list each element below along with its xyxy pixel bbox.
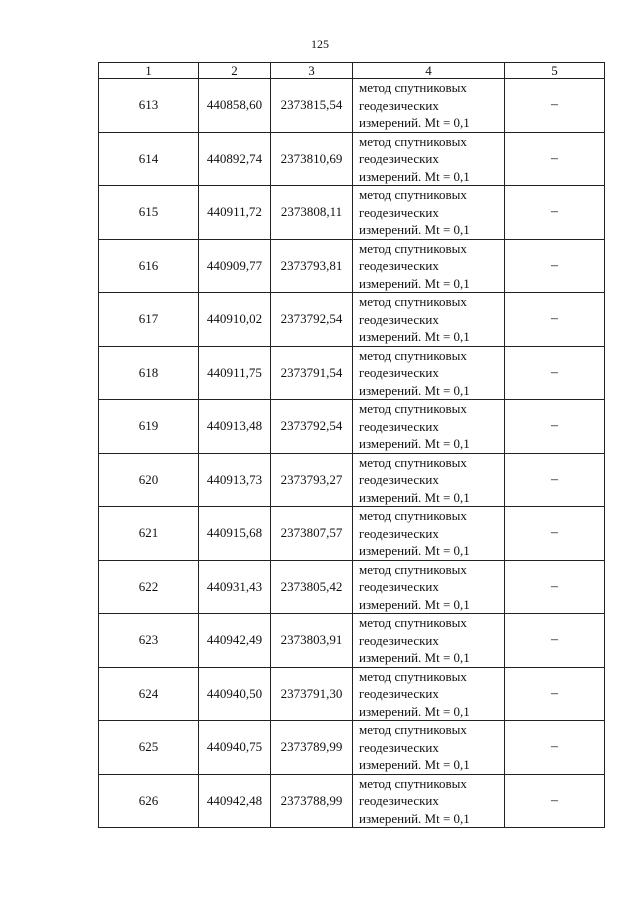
note-cell: – bbox=[505, 186, 605, 240]
coordinate-x-cell: 440942,48 bbox=[199, 774, 271, 828]
column-header-3: 3 bbox=[271, 63, 353, 79]
note-cell: – bbox=[505, 293, 605, 347]
coordinate-x-cell: 440931,43 bbox=[199, 560, 271, 614]
note-cell: – bbox=[505, 667, 605, 721]
coordinate-x-cell: 440911,72 bbox=[199, 186, 271, 240]
point-number-cell: 625 bbox=[99, 721, 199, 775]
note-cell: – bbox=[505, 79, 605, 133]
note-cell: – bbox=[505, 132, 605, 186]
coordinate-x-cell: 440915,68 bbox=[199, 507, 271, 561]
point-number-cell: 615 bbox=[99, 186, 199, 240]
table-body bbox=[99, 79, 605, 828]
method-cell: метод спутниковых геодезических измерений. Mt = 0,1 bbox=[353, 186, 505, 240]
note-cell: – bbox=[505, 400, 605, 454]
method-cell: метод спутниковых геодезических измерений. Mt = 0,1 bbox=[353, 346, 505, 400]
coordinate-y-cell: 2373788,99 bbox=[271, 774, 353, 828]
point-number-cell: 618 bbox=[99, 346, 199, 400]
column-header-5: 5 bbox=[505, 63, 605, 79]
point-number-cell: 622 bbox=[99, 560, 199, 614]
coordinate-x-cell: 440913,48 bbox=[199, 400, 271, 454]
coordinate-x-cell: 440942,49 bbox=[199, 614, 271, 668]
coordinate-x-cell: 440909,77 bbox=[199, 239, 271, 293]
method-cell: метод спутниковых геодезических измерений. Mt = 0,1 bbox=[353, 721, 505, 775]
point-number-cell: 617 bbox=[99, 293, 199, 347]
note-cell: – bbox=[505, 560, 605, 614]
point-number-cell: 619 bbox=[99, 400, 199, 454]
coordinates-table bbox=[98, 62, 605, 828]
column-header-1: 1 bbox=[99, 63, 199, 79]
table-row bbox=[99, 667, 605, 721]
coordinate-y-cell: 2373807,57 bbox=[271, 507, 353, 561]
note-cell: – bbox=[505, 453, 605, 507]
coordinate-x-cell: 440892,74 bbox=[199, 132, 271, 186]
table-row bbox=[99, 346, 605, 400]
coordinate-y-cell: 2373791,30 bbox=[271, 667, 353, 721]
table-row bbox=[99, 400, 605, 454]
coordinate-y-cell: 2373793,81 bbox=[271, 239, 353, 293]
point-number-cell: 626 bbox=[99, 774, 199, 828]
coordinate-x-cell: 440940,75 bbox=[199, 721, 271, 775]
coordinate-x-cell: 440911,75 bbox=[199, 346, 271, 400]
coordinate-y-cell: 2373792,54 bbox=[271, 400, 353, 454]
coordinate-y-cell: 2373791,54 bbox=[271, 346, 353, 400]
table-row bbox=[99, 774, 605, 828]
coordinate-y-cell: 2373793,27 bbox=[271, 453, 353, 507]
coordinate-y-cell: 2373810,69 bbox=[271, 132, 353, 186]
table-row bbox=[99, 507, 605, 561]
table-row bbox=[99, 560, 605, 614]
method-cell: метод спутниковых геодезических измерений. Mt = 0,1 bbox=[353, 132, 505, 186]
coordinate-y-cell: 2373815,54 bbox=[271, 79, 353, 133]
table-row bbox=[99, 132, 605, 186]
method-cell: метод спутниковых геодезических измерений. Mt = 0,1 bbox=[353, 239, 505, 293]
method-cell: метод спутниковых геодезических измерений. Mt = 0,1 bbox=[353, 774, 505, 828]
column-header-4: 4 bbox=[353, 63, 505, 79]
note-cell: – bbox=[505, 239, 605, 293]
point-number-cell: 613 bbox=[99, 79, 199, 133]
note-cell: – bbox=[505, 721, 605, 775]
method-cell: метод спутниковых геодезических измерений. Mt = 0,1 bbox=[353, 507, 505, 561]
point-number-cell: 614 bbox=[99, 132, 199, 186]
coordinate-x-cell: 440910,02 bbox=[199, 293, 271, 347]
point-number-cell: 616 bbox=[99, 239, 199, 293]
point-number-cell: 624 bbox=[99, 667, 199, 721]
coordinate-x-cell: 440913,73 bbox=[199, 453, 271, 507]
coordinate-y-cell: 2373789,99 bbox=[271, 721, 353, 775]
note-cell: – bbox=[505, 614, 605, 668]
method-cell: метод спутниковых геодезических измерений. Mt = 0,1 bbox=[353, 293, 505, 347]
coordinate-y-cell: 2373803,91 bbox=[271, 614, 353, 668]
coordinate-x-cell: 440858,60 bbox=[199, 79, 271, 133]
coordinate-y-cell: 2373805,42 bbox=[271, 560, 353, 614]
table-row bbox=[99, 293, 605, 347]
table-row bbox=[99, 614, 605, 668]
method-cell: метод спутниковых геодезических измерений. Mt = 0,1 bbox=[353, 614, 505, 668]
coordinate-y-cell: 2373808,11 bbox=[271, 186, 353, 240]
table-row bbox=[99, 79, 605, 133]
column-header-2: 2 bbox=[199, 63, 271, 79]
table-row bbox=[99, 721, 605, 775]
method-cell: метод спутниковых геодезических измерений. Mt = 0,1 bbox=[353, 667, 505, 721]
point-number-cell: 620 bbox=[99, 453, 199, 507]
method-cell: метод спутниковых геодезических измерений. Mt = 0,1 bbox=[353, 400, 505, 454]
coordinate-y-cell: 2373792,54 bbox=[271, 293, 353, 347]
method-cell: метод спутниковых геодезических измерений. Mt = 0,1 bbox=[353, 453, 505, 507]
table-row bbox=[99, 239, 605, 293]
note-cell: – bbox=[505, 774, 605, 828]
table-row bbox=[99, 453, 605, 507]
method-cell: метод спутниковых геодезических измерений. Mt = 0,1 bbox=[353, 560, 505, 614]
coordinate-x-cell: 440940,50 bbox=[199, 667, 271, 721]
note-cell: – bbox=[505, 346, 605, 400]
method-cell: метод спутниковых геодезических измерений. Mt = 0,1 bbox=[353, 79, 505, 133]
point-number-cell: 621 bbox=[99, 507, 199, 561]
note-cell: – bbox=[505, 507, 605, 561]
page-number: 125 bbox=[311, 37, 329, 51]
point-number-cell: 623 bbox=[99, 614, 199, 668]
table-row bbox=[99, 186, 605, 240]
header-row bbox=[99, 63, 605, 79]
